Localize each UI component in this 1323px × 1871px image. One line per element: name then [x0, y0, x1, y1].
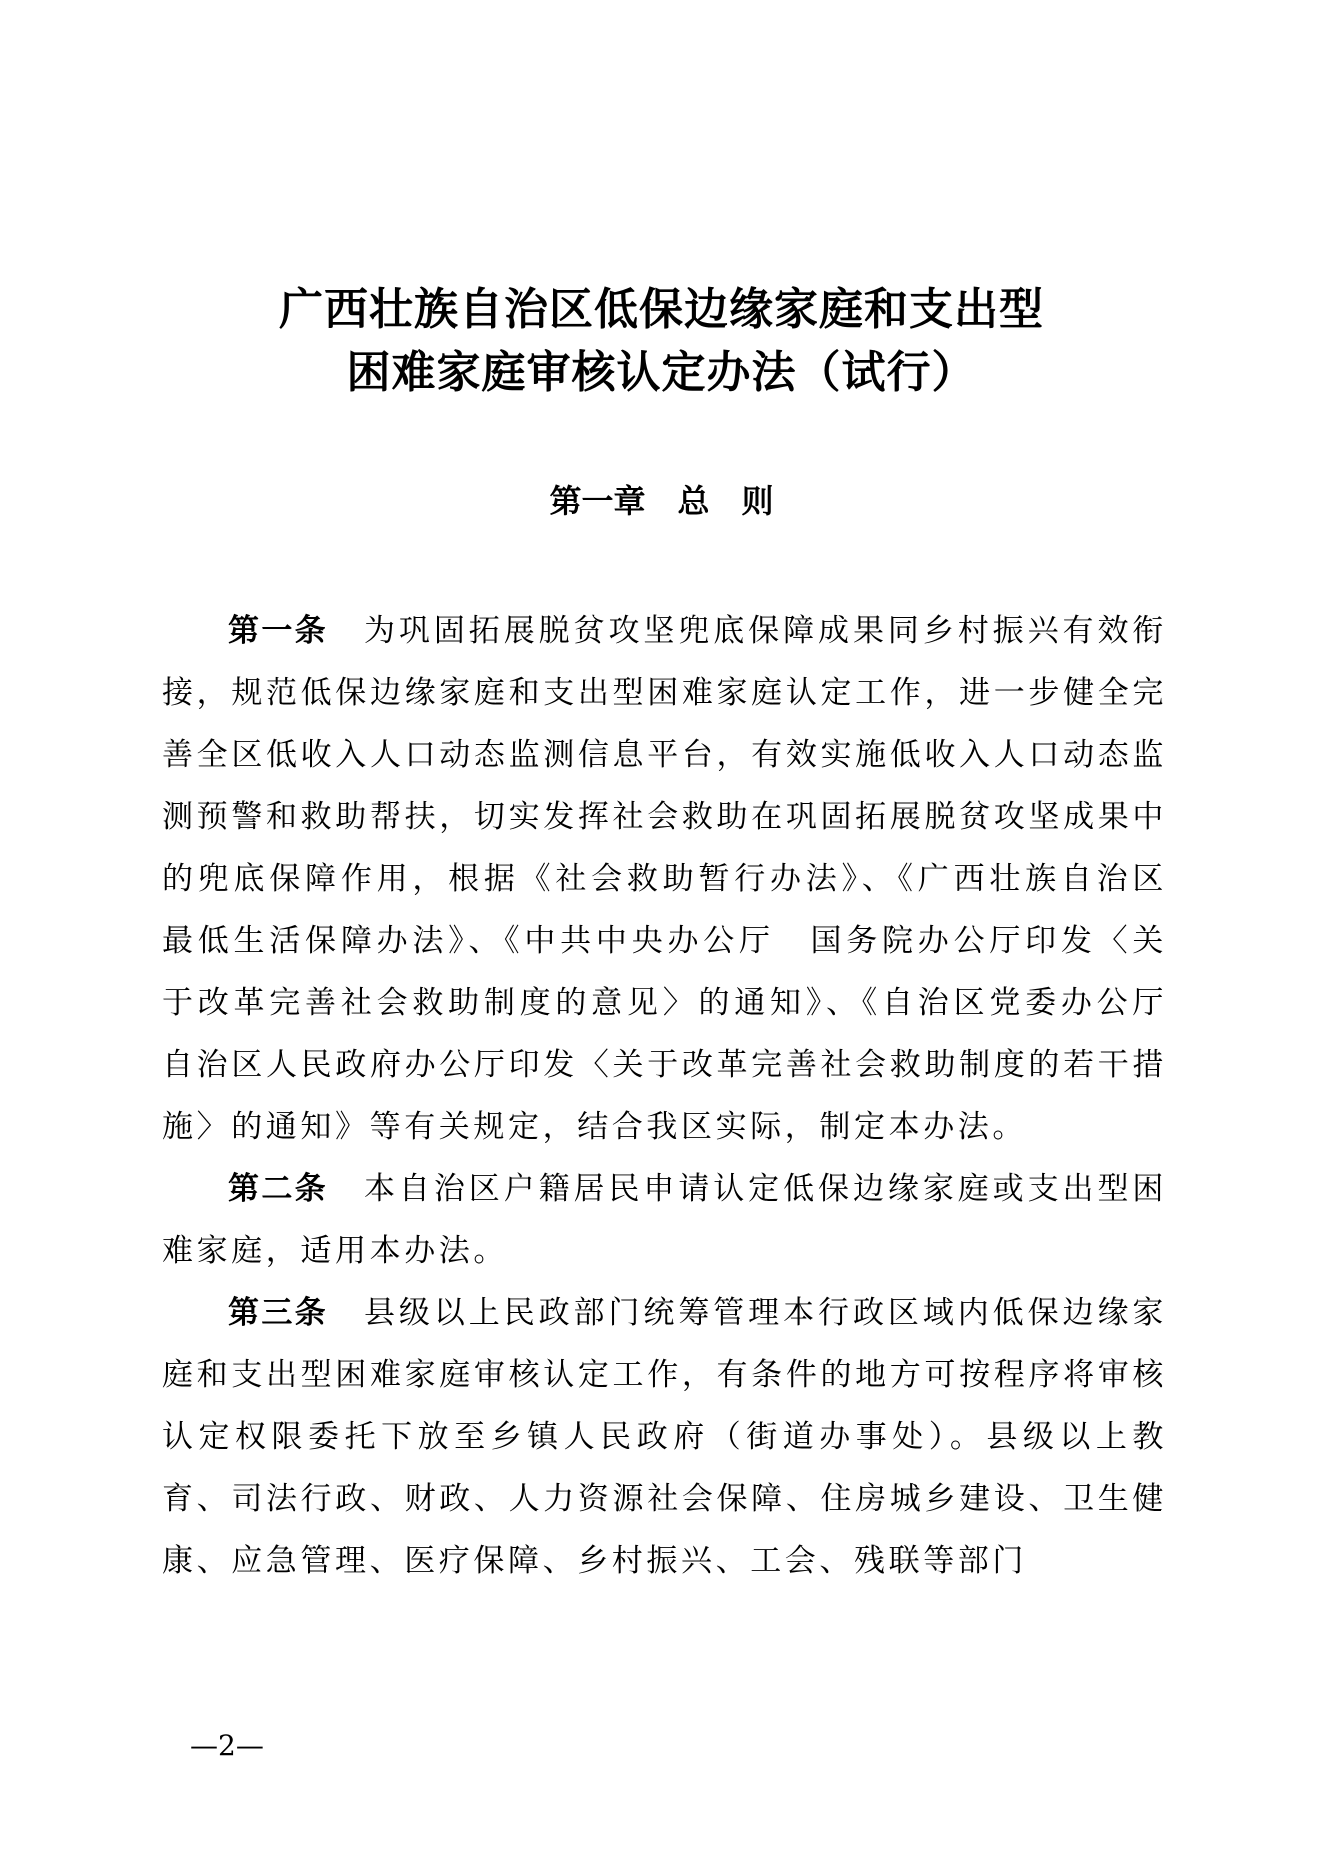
article-1 — [162, 600, 1202, 1158]
article-2 — [162, 1158, 1167, 1282]
article-label: 第一条 — [228, 613, 328, 649]
page-number: —2— — [190, 1729, 264, 1762]
article-text: 县级以上民政部门统筹管理本行政区域内低保边缘家庭和支出型困难家庭审核认定工作，有条件的地方可按程序将审核认定权限委托下放至乡镇人民政府（街道办事处）。县级以上教育、司法行政、财政、人力资源社会保障、住房城乡建设、卫生健康、应急管理、医疗保障、乡村振兴、工会、残联等部门 — [162, 1295, 1167, 1579]
document-title — [160, 278, 1163, 404]
article-label: 第二条 — [228, 1171, 328, 1207]
article-text: 为巩固拓展脱贫攻坚兜底保障成果同乡村振兴有效衔接，规范低保边缘家庭和支出型困难家庭认定工作，进一步健全完善全区低收入人口动态监测信息平台，有效实施低收入人口动态监测预警和救助帮扶，切实发挥社会救助在巩固拓展脱贫攻坚成果中的兜底保障作用，根据《社会救助暂行办法》、《广西壮族自治区最低生活保障办法》、《中共中央办公厅 国务院办公厅印发〈关于改革完善社会救助制度的意见〉的通知》、《自治区党委办公厅 自治区人民政府办公厅印发〈关于改革完善社会救助制度的若干措施〉的通知》等有关规定，结合我区实际，制定本办法。 — [162, 613, 1202, 1145]
title-line-1: 广西壮族自治区低保边缘家庭和支出型 — [279, 284, 1044, 335]
article-label: 第三条 — [228, 1295, 328, 1331]
title-line-2: 困难家庭审核认定办法（试行） — [346, 347, 977, 398]
document-body — [162, 600, 1202, 1592]
article-text: 本自治区户籍居民申请认定低保边缘家庭或支出型困难家庭，适用本办法。 — [162, 1171, 1167, 1269]
article-3 — [162, 1282, 1167, 1592]
chapter-heading: 第一章 总 则 — [549, 482, 774, 520]
